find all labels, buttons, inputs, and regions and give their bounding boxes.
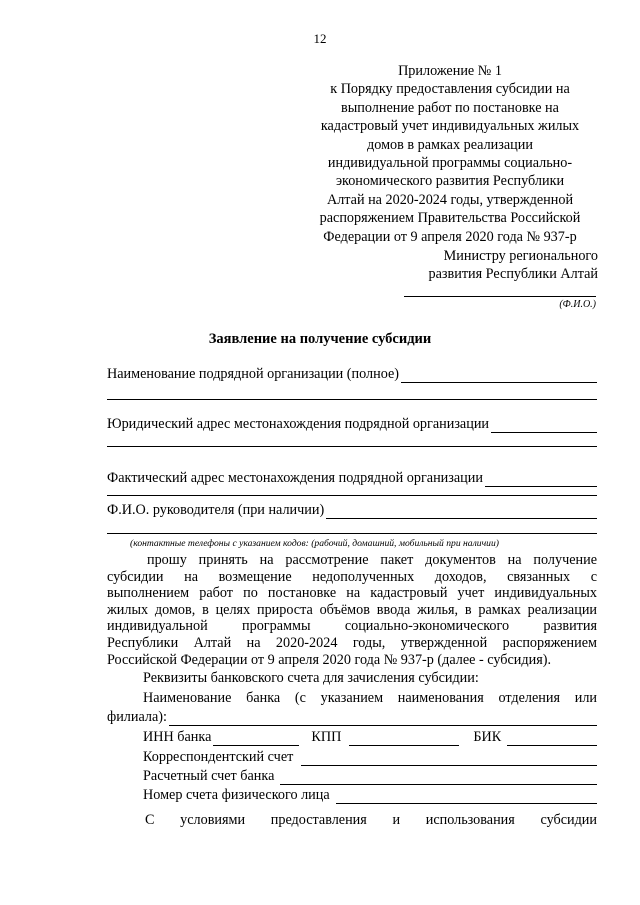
contact-phones-field[interactable]	[107, 533, 597, 534]
appendix-line: Федерации от 9 апреля 2020 года № 937-р	[323, 228, 577, 245]
request-line: Республики Алтай на 2020-2024 годы, утвержденной распоряжением	[107, 634, 597, 651]
request-paragraph	[107, 552, 597, 668]
request-line: субсидии на возмещение недополученных доходов, связанных с	[107, 568, 597, 585]
kpp-label: КПП	[311, 729, 342, 745]
corr-account-field[interactable]	[301, 753, 597, 766]
settlement-account-label: Расчетный счет банка	[143, 768, 275, 784]
org-name-label: Наименование подрядной организации (полное)	[107, 366, 399, 382]
appendix-line: Приложение № 1	[398, 63, 502, 79]
contact-phones-hint: (контактные телефоны с указанием кодов: (рабочий, домашний, мобильный при наличии)	[130, 538, 499, 549]
appendix-line: кадастровый учет индивидуальных жилых	[320, 118, 580, 135]
appendix-line: экономического развития Республики	[335, 173, 565, 190]
head-name-label: Ф.И.О. руководителя (при наличии)	[107, 502, 325, 518]
corr-account-label: Корреспондентский счет	[143, 749, 294, 765]
legal-address-field[interactable]	[491, 418, 597, 433]
bank-codes-row	[143, 728, 597, 746]
addressee-line: развития Республики Алтай	[428, 266, 598, 283]
bank-details-heading: Реквизиты банковского счета для зачисления субсидии:	[143, 670, 479, 686]
request-line: жилых домов, в целях прироста объёмов ввода жилья, в рамках реализации	[107, 601, 597, 618]
request-line: прошу принять на рассмотрение пакет документов на получение	[147, 552, 597, 568]
appendix-line: распоряжением Правительства Российской	[319, 210, 581, 227]
personal-account-row	[143, 786, 597, 804]
request-line: выполнением работ по постановке на кадастровый учет индивидуальных	[107, 585, 597, 602]
bank-name-field[interactable]	[169, 713, 597, 726]
request-line: Российской Федерации от 9 апреля 2020 года № 937-р (далее - субсидия).	[107, 651, 552, 668]
appendix-line: Алтай на 2020-2024 годы, утвержденной	[326, 191, 574, 208]
page-number: 12	[313, 31, 327, 46]
appendix-line: индивидуальной программы социально-	[327, 155, 573, 172]
addressee-block	[380, 247, 598, 284]
bank-name-block	[107, 690, 597, 707]
bik-label: БИК	[473, 729, 502, 745]
appendix-block	[300, 62, 600, 246]
bank-name-label-cont: филиала):	[107, 709, 167, 725]
head-name-field[interactable]	[326, 504, 597, 519]
actual-address-field[interactable]	[485, 472, 597, 487]
settlement-account-field[interactable]	[280, 772, 597, 785]
addressee-line: Министру регионального	[443, 248, 598, 264]
legal-address-field-continued[interactable]	[107, 446, 597, 447]
settlement-account-row	[143, 767, 597, 785]
addressee-name-field[interactable]	[404, 296, 596, 297]
org-name-field-continued[interactable]	[107, 399, 597, 400]
actual-address-label: Фактический адрес местонахождения подрядной организации	[107, 470, 483, 486]
bank-name-row	[107, 708, 597, 726]
legal-address-label: Юридический адрес местонахождения подрядной организации	[107, 416, 490, 432]
inn-label: ИНН банка	[143, 729, 212, 745]
org-name-row	[107, 363, 597, 383]
closing-paragraph	[107, 812, 597, 829]
kpp-field[interactable]	[349, 733, 459, 746]
personal-account-label: Номер счета физического лица	[143, 787, 330, 803]
bik-field[interactable]	[507, 733, 597, 746]
closing-line: С условиями предоставления и использования субсидии	[145, 812, 597, 828]
appendix-line: выполнение работ по постановке на	[341, 99, 559, 116]
org-name-field[interactable]	[401, 368, 597, 383]
corr-account-row	[143, 748, 597, 766]
request-line: индивидуальной программы социально-экономического развития	[107, 618, 597, 635]
fio-caption: (Ф.И.О.)	[559, 299, 596, 310]
inn-field[interactable]	[213, 733, 299, 746]
appendix-line: к Порядку предоставления субсидии на	[330, 81, 570, 98]
document-title: Заявление на получение субсидии	[208, 331, 432, 347]
personal-account-field[interactable]	[336, 791, 597, 804]
head-name-row	[107, 499, 597, 519]
appendix-line: домов в рамках реализации	[367, 136, 533, 153]
legal-address-row	[107, 413, 597, 433]
bank-name-label: Наименование банка (с указанием наименования отделения или	[143, 690, 597, 706]
actual-address-row	[107, 467, 597, 487]
actual-address-field-continued[interactable]	[107, 495, 597, 496]
